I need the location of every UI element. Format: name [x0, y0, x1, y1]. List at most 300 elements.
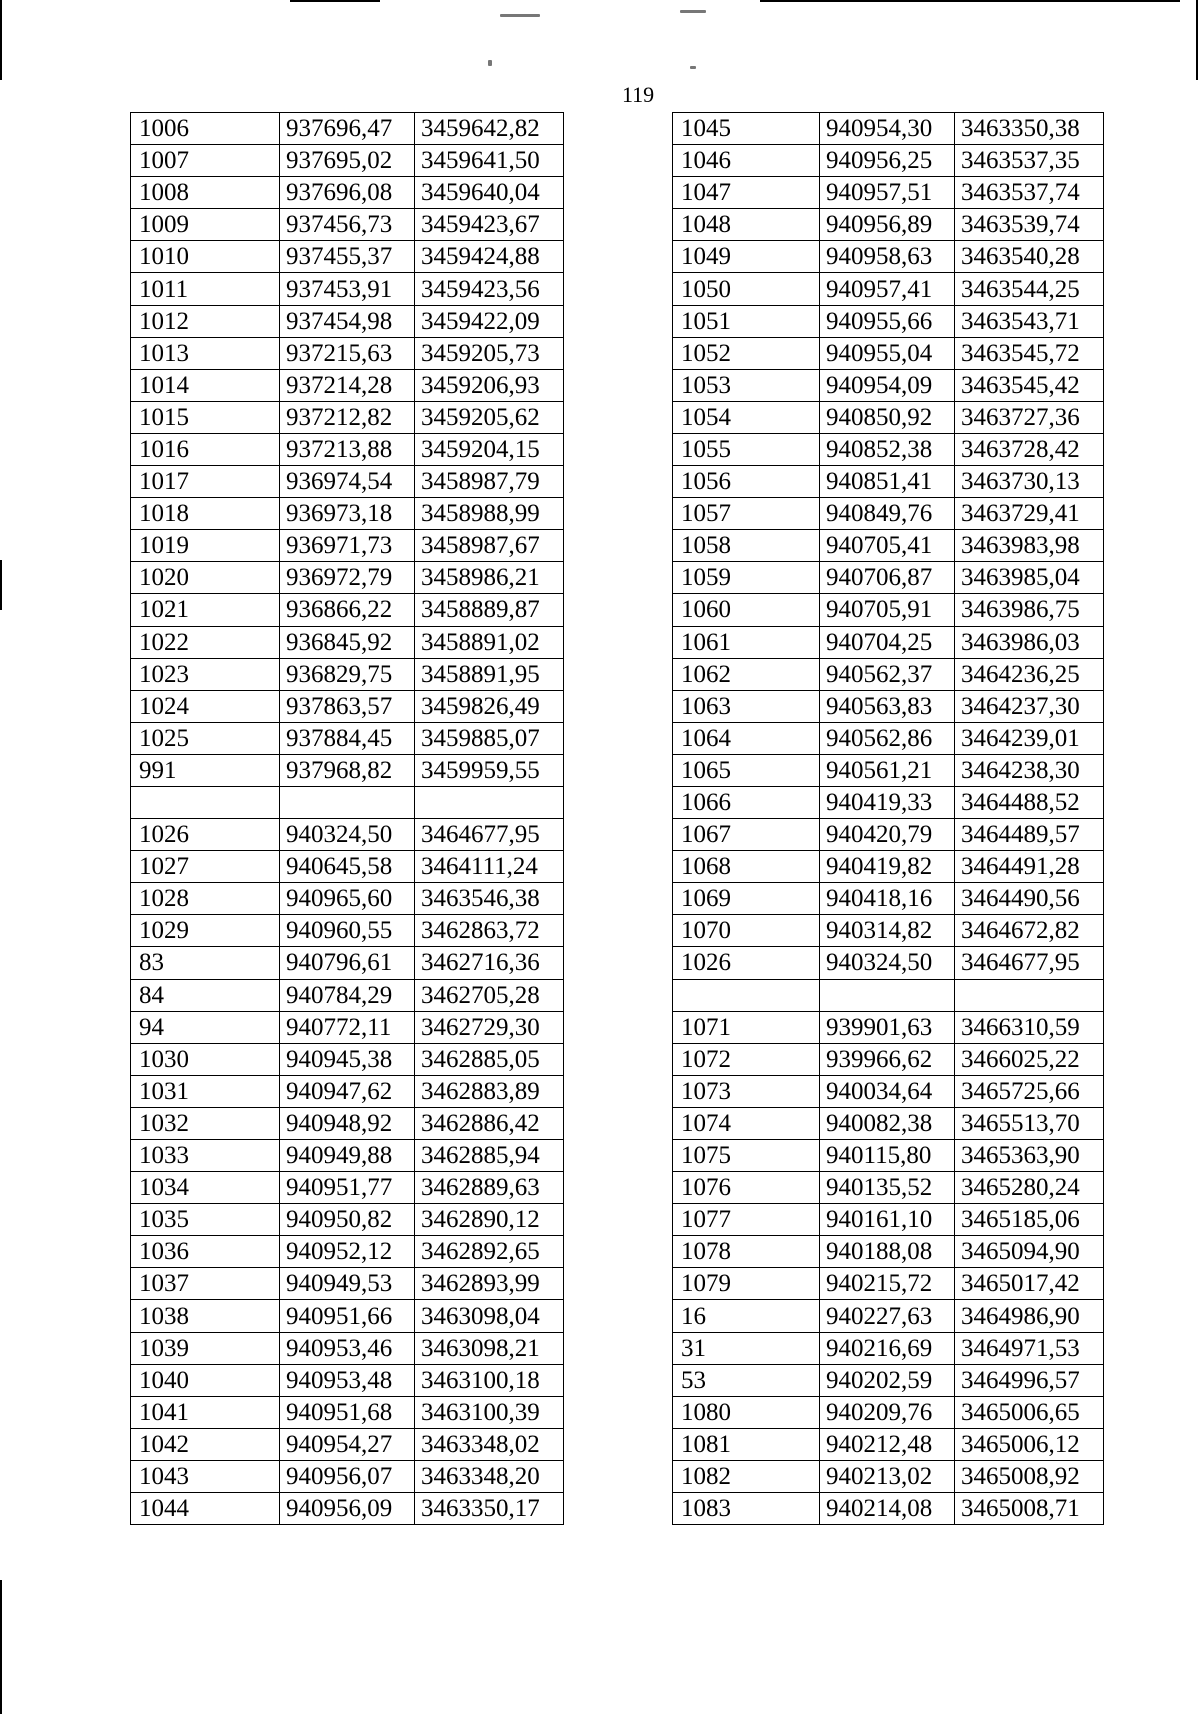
x-coordinate-cell: 940645,58 [280, 851, 415, 883]
x-coordinate-cell: 940784,29 [280, 979, 415, 1011]
x-coordinate-cell: 940419,82 [820, 851, 955, 883]
x-coordinate-cell: 940034,64 [820, 1075, 955, 1107]
y-coordinate-cell: 3458987,67 [415, 530, 564, 562]
y-coordinate-cell: 3463729,41 [955, 498, 1104, 530]
point-number-cell: 1066 [673, 786, 820, 818]
table-row [131, 1204, 564, 1236]
point-number-cell: 1031 [131, 1075, 280, 1107]
table-row [673, 1493, 1104, 1525]
point-number-cell: 1064 [673, 722, 820, 754]
y-coordinate-cell: 3463348,02 [415, 1428, 564, 1460]
point-number-cell: 1070 [673, 915, 820, 947]
x-coordinate-cell: 940953,48 [280, 1364, 415, 1396]
point-number-cell: 1081 [673, 1428, 820, 1460]
y-coordinate-cell: 3459424,88 [415, 241, 564, 273]
y-coordinate-cell: 3464236,25 [955, 658, 1104, 690]
y-coordinate-cell: 3464488,52 [955, 786, 1104, 818]
x-coordinate-cell: 940209,76 [820, 1396, 955, 1428]
point-number-cell: 1008 [131, 177, 280, 209]
point-number-cell: 1041 [131, 1396, 280, 1428]
table-row [131, 1300, 564, 1332]
table-row [673, 145, 1104, 177]
point-number-cell: 1048 [673, 209, 820, 241]
point-number-cell: 1072 [673, 1043, 820, 1075]
table-row [131, 498, 564, 530]
point-number-cell: 1055 [673, 433, 820, 465]
point-number-cell: 1058 [673, 530, 820, 562]
point-number-cell: 1037 [131, 1268, 280, 1300]
y-coordinate-cell: 3465363,90 [955, 1140, 1104, 1172]
x-coordinate-cell: 940562,37 [820, 658, 955, 690]
point-number-cell: 1067 [673, 819, 820, 851]
y-coordinate-cell: 3463985,04 [955, 562, 1104, 594]
x-coordinate-cell: 940850,92 [820, 401, 955, 433]
x-coordinate-cell: 939901,63 [820, 1011, 955, 1043]
x-coordinate-cell: 939966,62 [820, 1043, 955, 1075]
table-row [131, 1493, 564, 1525]
table-row [131, 915, 564, 947]
y-coordinate-cell: 3463544,25 [955, 273, 1104, 305]
table-row [131, 1236, 564, 1268]
table-row [673, 1107, 1104, 1139]
y-coordinate-cell: 3464111,24 [415, 851, 564, 883]
point-number-cell: 1018 [131, 498, 280, 530]
table-row [673, 594, 1104, 626]
table-row [131, 883, 564, 915]
y-coordinate-cell: 3463730,13 [955, 466, 1104, 498]
x-coordinate-cell: 940954,27 [280, 1428, 415, 1460]
y-coordinate-cell: 3459640,04 [415, 177, 564, 209]
x-coordinate-cell: 937968,82 [280, 754, 415, 786]
x-coordinate-cell: 940772,11 [280, 1011, 415, 1043]
y-coordinate-cell: 3463545,72 [955, 337, 1104, 369]
scan-edge-top [290, 0, 380, 2]
point-number-cell: 1068 [673, 851, 820, 883]
x-coordinate-cell: 937863,57 [280, 690, 415, 722]
table-row [131, 433, 564, 465]
point-number-cell: 1045 [673, 113, 820, 145]
table-row [131, 1460, 564, 1492]
y-coordinate-cell: 3459641,50 [415, 145, 564, 177]
table-row [673, 1300, 1104, 1332]
table-row [673, 1396, 1104, 1428]
y-coordinate-cell: 3463727,36 [955, 401, 1104, 433]
y-coordinate-cell: 3465094,90 [955, 1236, 1104, 1268]
x-coordinate-cell [280, 786, 415, 818]
y-coordinate-cell: 3463546,38 [415, 883, 564, 915]
x-coordinate-cell: 940849,76 [820, 498, 955, 530]
y-coordinate-cell: 3462705,28 [415, 979, 564, 1011]
x-coordinate-cell: 940161,10 [820, 1204, 955, 1236]
table-row [673, 113, 1104, 145]
y-coordinate-cell: 3463348,20 [415, 1460, 564, 1492]
x-coordinate-cell: 940955,66 [820, 305, 955, 337]
y-coordinate-cell: 3462889,63 [415, 1172, 564, 1204]
scan-edge-right [1196, 0, 1198, 80]
y-coordinate-cell: 3464238,30 [955, 754, 1104, 786]
point-number-cell: 1040 [131, 1364, 280, 1396]
point-number-cell: 1080 [673, 1396, 820, 1428]
point-number-cell: 1016 [131, 433, 280, 465]
table-row [673, 883, 1104, 915]
y-coordinate-cell: 3464677,95 [955, 947, 1104, 979]
table-row [673, 401, 1104, 433]
table-row [673, 1236, 1104, 1268]
point-number-cell: 1062 [673, 658, 820, 690]
table-row [673, 241, 1104, 273]
x-coordinate-cell: 940947,62 [280, 1075, 415, 1107]
x-coordinate-cell: 940324,50 [280, 819, 415, 851]
x-coordinate-cell: 940957,51 [820, 177, 955, 209]
table-row [131, 947, 564, 979]
x-coordinate-cell: 940956,25 [820, 145, 955, 177]
point-number-cell: 1059 [673, 562, 820, 594]
y-coordinate-cell: 3463350,38 [955, 113, 1104, 145]
scan-speck [500, 14, 540, 17]
table-row [673, 754, 1104, 786]
x-coordinate-cell: 940082,38 [820, 1107, 955, 1139]
x-coordinate-cell: 940956,09 [280, 1493, 415, 1525]
point-number-cell: 1035 [131, 1204, 280, 1236]
x-coordinate-cell: 937695,02 [280, 145, 415, 177]
point-number-cell: 16 [673, 1300, 820, 1332]
x-coordinate-cell: 936866,22 [280, 594, 415, 626]
table-row [131, 1043, 564, 1075]
scan-edge-left-bottom [0, 1580, 2, 1714]
coordinates-table-left [130, 112, 564, 1525]
x-coordinate-cell: 940956,89 [820, 209, 955, 241]
table-row [131, 786, 564, 818]
y-coordinate-cell: 3462883,89 [415, 1075, 564, 1107]
x-coordinate-cell: 936829,75 [280, 658, 415, 690]
x-coordinate-cell: 940951,66 [280, 1300, 415, 1332]
point-number-cell: 1052 [673, 337, 820, 369]
x-coordinate-cell: 937453,91 [280, 273, 415, 305]
x-coordinate-cell: 940212,48 [820, 1428, 955, 1460]
y-coordinate-cell: 3463539,74 [955, 209, 1104, 241]
y-coordinate-cell: 3459205,73 [415, 337, 564, 369]
table-row [131, 209, 564, 241]
y-coordinate-cell: 3462886,42 [415, 1107, 564, 1139]
y-coordinate-cell: 3462885,94 [415, 1140, 564, 1172]
table-row [673, 1172, 1104, 1204]
y-coordinate-cell: 3464971,53 [955, 1332, 1104, 1364]
x-coordinate-cell: 940115,80 [820, 1140, 955, 1172]
point-number-cell: 991 [131, 754, 280, 786]
table-row [131, 658, 564, 690]
x-coordinate-cell: 940958,63 [820, 241, 955, 273]
y-coordinate-cell: 3459642,82 [415, 113, 564, 145]
table-row [131, 819, 564, 851]
point-number-cell: 1012 [131, 305, 280, 337]
x-coordinate-cell: 937696,47 [280, 113, 415, 145]
point-number-cell: 1020 [131, 562, 280, 594]
y-coordinate-cell: 3465185,06 [955, 1204, 1104, 1236]
table-row [673, 1011, 1104, 1043]
point-number-cell: 1026 [673, 947, 820, 979]
y-coordinate-cell: 3462893,99 [415, 1268, 564, 1300]
point-number-cell [673, 979, 820, 1011]
y-coordinate-cell: 3459422,09 [415, 305, 564, 337]
scan-speck [690, 66, 696, 69]
x-coordinate-cell: 937696,08 [280, 177, 415, 209]
table-row [673, 305, 1104, 337]
y-coordinate-cell: 3458988,99 [415, 498, 564, 530]
y-coordinate-cell: 3465513,70 [955, 1107, 1104, 1139]
table-row [131, 241, 564, 273]
point-number-cell: 1044 [131, 1493, 280, 1525]
x-coordinate-cell: 937454,98 [280, 305, 415, 337]
point-number-cell: 1077 [673, 1204, 820, 1236]
point-number-cell: 1013 [131, 337, 280, 369]
table-row [131, 1396, 564, 1428]
y-coordinate-cell: 3464237,30 [955, 690, 1104, 722]
point-number-cell: 1061 [673, 626, 820, 658]
x-coordinate-cell: 940562,86 [820, 722, 955, 754]
x-coordinate-cell: 940213,02 [820, 1460, 955, 1492]
table-row [131, 979, 564, 1011]
x-coordinate-cell: 940948,92 [280, 1107, 415, 1139]
x-coordinate-cell: 936845,92 [280, 626, 415, 658]
y-coordinate-cell: 3463100,39 [415, 1396, 564, 1428]
scan-speck [488, 60, 492, 66]
y-coordinate-cell: 3464239,01 [955, 722, 1104, 754]
x-coordinate-cell: 940955,04 [820, 337, 955, 369]
point-number-cell: 1021 [131, 594, 280, 626]
point-number-cell: 1036 [131, 1236, 280, 1268]
table-row [673, 433, 1104, 465]
y-coordinate-cell: 3463543,71 [955, 305, 1104, 337]
table-row [131, 530, 564, 562]
point-number-cell: 1065 [673, 754, 820, 786]
x-coordinate-cell: 940705,41 [820, 530, 955, 562]
x-coordinate-cell: 940956,07 [280, 1460, 415, 1492]
x-coordinate-cell: 937213,88 [280, 433, 415, 465]
y-coordinate-cell: 3463098,04 [415, 1300, 564, 1332]
x-coordinate-cell: 936974,54 [280, 466, 415, 498]
y-coordinate-cell: 3464677,95 [415, 819, 564, 851]
y-coordinate-cell: 3459885,07 [415, 722, 564, 754]
table-row [131, 722, 564, 754]
table-row [673, 722, 1104, 754]
point-number-cell: 94 [131, 1011, 280, 1043]
table-row [131, 1140, 564, 1172]
x-coordinate-cell: 940954,30 [820, 113, 955, 145]
point-number-cell: 1073 [673, 1075, 820, 1107]
table-row [131, 369, 564, 401]
table-row [673, 498, 1104, 530]
x-coordinate-cell: 940951,68 [280, 1396, 415, 1428]
coordinates-table-right [672, 112, 1104, 1525]
point-number-cell: 1039 [131, 1332, 280, 1364]
y-coordinate-cell: 3463540,28 [955, 241, 1104, 273]
x-coordinate-cell: 940563,83 [820, 690, 955, 722]
x-coordinate-cell: 940135,52 [820, 1172, 955, 1204]
x-coordinate-cell: 940852,38 [820, 433, 955, 465]
point-number-cell: 1047 [673, 177, 820, 209]
y-coordinate-cell [415, 786, 564, 818]
table-row [673, 851, 1104, 883]
y-coordinate-cell: 3463537,74 [955, 177, 1104, 209]
point-number-cell: 1082 [673, 1460, 820, 1492]
y-coordinate-cell: 3464489,57 [955, 819, 1104, 851]
x-coordinate-cell: 937214,28 [280, 369, 415, 401]
point-number-cell: 1033 [131, 1140, 280, 1172]
point-number-cell: 1076 [673, 1172, 820, 1204]
point-number-cell: 1006 [131, 113, 280, 145]
x-coordinate-cell: 936973,18 [280, 498, 415, 530]
y-coordinate-cell: 3465006,65 [955, 1396, 1104, 1428]
table-row [131, 562, 564, 594]
table-row [673, 658, 1104, 690]
point-number-cell: 1007 [131, 145, 280, 177]
x-coordinate-cell: 940227,63 [820, 1300, 955, 1332]
table-row [673, 273, 1104, 305]
point-number-cell: 1038 [131, 1300, 280, 1332]
point-number-cell: 1017 [131, 466, 280, 498]
table-row [673, 626, 1104, 658]
x-coordinate-cell: 940420,79 [820, 819, 955, 851]
point-number-cell: 53 [673, 1364, 820, 1396]
y-coordinate-cell: 3462892,65 [415, 1236, 564, 1268]
x-coordinate-cell: 940214,08 [820, 1493, 955, 1525]
table-row [673, 1075, 1104, 1107]
point-number-cell [131, 786, 280, 818]
table-row [131, 1332, 564, 1364]
y-coordinate-cell: 3463100,18 [415, 1364, 564, 1396]
point-number-cell: 1024 [131, 690, 280, 722]
y-coordinate-cell: 3459423,67 [415, 209, 564, 241]
scan-edge-top-right [760, 0, 1180, 2]
x-coordinate-cell: 940965,60 [280, 883, 415, 915]
y-coordinate-cell: 3463098,21 [415, 1332, 564, 1364]
x-coordinate-cell: 940951,77 [280, 1172, 415, 1204]
y-coordinate-cell: 3459206,93 [415, 369, 564, 401]
table-row [131, 690, 564, 722]
x-coordinate-cell: 940945,38 [280, 1043, 415, 1075]
point-number-cell: 31 [673, 1332, 820, 1364]
x-coordinate-cell: 940188,08 [820, 1236, 955, 1268]
point-number-cell: 1074 [673, 1107, 820, 1139]
point-number-cell: 1011 [131, 273, 280, 305]
x-coordinate-cell: 940704,25 [820, 626, 955, 658]
table-row [131, 401, 564, 433]
x-coordinate-cell: 940957,41 [820, 273, 955, 305]
table-row [673, 562, 1104, 594]
y-coordinate-cell: 3458891,02 [415, 626, 564, 658]
table-row [673, 1140, 1104, 1172]
x-coordinate-cell: 940950,82 [280, 1204, 415, 1236]
point-number-cell: 1046 [673, 145, 820, 177]
y-coordinate-cell [955, 979, 1104, 1011]
table-row [131, 337, 564, 369]
point-number-cell: 1015 [131, 401, 280, 433]
y-coordinate-cell: 3459205,62 [415, 401, 564, 433]
page-number: 119 [622, 82, 655, 107]
point-number-cell: 83 [131, 947, 280, 979]
point-number-cell: 1030 [131, 1043, 280, 1075]
table-row [673, 1268, 1104, 1300]
x-coordinate-cell: 937884,45 [280, 722, 415, 754]
table-row [673, 1043, 1104, 1075]
table-row [673, 1332, 1104, 1364]
y-coordinate-cell: 3464491,28 [955, 851, 1104, 883]
y-coordinate-cell: 3466025,22 [955, 1043, 1104, 1075]
table-row [673, 1428, 1104, 1460]
table-row [673, 947, 1104, 979]
x-coordinate-cell: 940706,87 [820, 562, 955, 594]
x-coordinate-cell: 940949,53 [280, 1268, 415, 1300]
x-coordinate-cell [820, 979, 955, 1011]
table-row [131, 594, 564, 626]
x-coordinate-cell: 940796,61 [280, 947, 415, 979]
table-row [131, 1364, 564, 1396]
point-number-cell: 1034 [131, 1172, 280, 1204]
table-row [131, 466, 564, 498]
x-coordinate-cell: 940418,16 [820, 883, 955, 915]
x-coordinate-cell: 940954,09 [820, 369, 955, 401]
point-number-cell: 1014 [131, 369, 280, 401]
table-row [131, 113, 564, 145]
x-coordinate-cell: 940953,46 [280, 1332, 415, 1364]
point-number-cell: 1057 [673, 498, 820, 530]
y-coordinate-cell: 3458987,79 [415, 466, 564, 498]
y-coordinate-cell: 3463986,03 [955, 626, 1104, 658]
point-number-cell: 1075 [673, 1140, 820, 1172]
table-row [673, 786, 1104, 818]
y-coordinate-cell: 3462885,05 [415, 1043, 564, 1075]
x-coordinate-cell: 940314,82 [820, 915, 955, 947]
y-coordinate-cell: 3463545,42 [955, 369, 1104, 401]
point-number-cell: 1022 [131, 626, 280, 658]
table-row [673, 177, 1104, 209]
y-coordinate-cell: 3463537,35 [955, 145, 1104, 177]
table-row [131, 305, 564, 337]
y-coordinate-cell: 3459826,49 [415, 690, 564, 722]
table-row [673, 466, 1104, 498]
point-number-cell: 1027 [131, 851, 280, 883]
x-coordinate-cell: 940960,55 [280, 915, 415, 947]
y-coordinate-cell: 3465017,42 [955, 1268, 1104, 1300]
point-number-cell: 1053 [673, 369, 820, 401]
table-row [131, 145, 564, 177]
table-row [673, 690, 1104, 722]
point-number-cell: 1026 [131, 819, 280, 851]
x-coordinate-cell: 940952,12 [280, 1236, 415, 1268]
x-coordinate-cell: 940215,72 [820, 1268, 955, 1300]
y-coordinate-cell: 3459423,56 [415, 273, 564, 305]
table-row [673, 530, 1104, 562]
scan-edge-left-mid [0, 560, 2, 610]
y-coordinate-cell: 3465280,24 [955, 1172, 1104, 1204]
x-coordinate-cell: 940561,21 [820, 754, 955, 786]
y-coordinate-cell: 3462729,30 [415, 1011, 564, 1043]
table-row [673, 337, 1104, 369]
x-coordinate-cell: 937212,82 [280, 401, 415, 433]
point-number-cell: 84 [131, 979, 280, 1011]
x-coordinate-cell: 940851,41 [820, 466, 955, 498]
x-coordinate-cell: 937215,63 [280, 337, 415, 369]
x-coordinate-cell: 940949,88 [280, 1140, 415, 1172]
y-coordinate-cell: 3462716,36 [415, 947, 564, 979]
point-number-cell: 1056 [673, 466, 820, 498]
table-row [131, 1075, 564, 1107]
table-row [131, 1268, 564, 1300]
table-row [673, 915, 1104, 947]
y-coordinate-cell: 3463350,17 [415, 1493, 564, 1525]
y-coordinate-cell: 3458986,21 [415, 562, 564, 594]
table-row [673, 1364, 1104, 1396]
